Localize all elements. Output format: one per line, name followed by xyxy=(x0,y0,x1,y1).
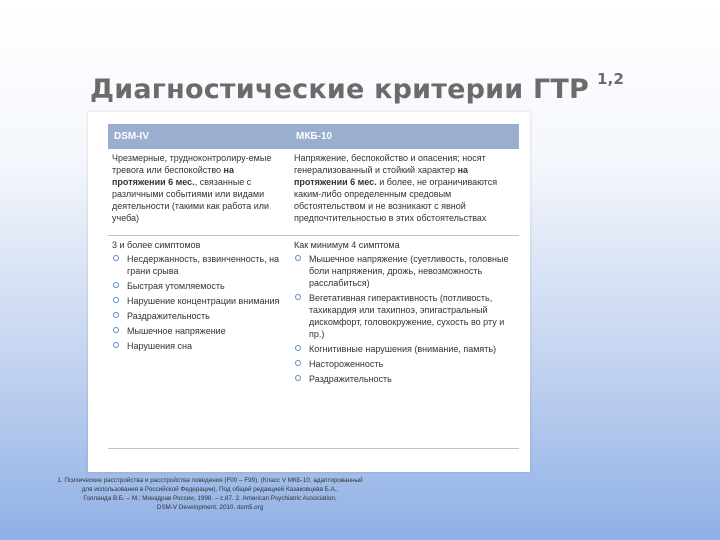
bullet-icon xyxy=(295,375,301,381)
dsm-symptoms-header: 3 и более симптомов xyxy=(112,240,201,250)
table-header-row xyxy=(108,124,519,149)
table-row xyxy=(108,149,519,236)
dsm-symptom-list xyxy=(112,253,286,352)
footnote-line: 1. Психические расстройства и расстройства поведения (F00 – F99). (Класс V МКБ-10, адаптированный xyxy=(57,477,363,484)
list-item-text: Быстрая утомляемость xyxy=(127,281,225,291)
icd-duration-text: Напряжение, беспокойство и опасения; носят генерализованный и стойкий характер xyxy=(294,153,486,175)
list-item xyxy=(294,358,515,370)
list-item-text: Нарушения сна xyxy=(127,341,192,351)
list-item xyxy=(112,325,286,337)
footnote-line: для использования в Российской Федерации). Под общей редакцией Казаковцева Б.А., xyxy=(81,486,339,493)
bullet-icon xyxy=(295,255,301,261)
criteria-table-panel xyxy=(88,112,530,472)
list-item xyxy=(112,340,286,352)
header-icd: МКБ-10 xyxy=(296,130,333,142)
list-item-text: Раздражительность xyxy=(127,311,210,321)
bullet-icon xyxy=(295,360,301,366)
bullet-icon xyxy=(113,255,119,261)
list-item-text: Настороженность xyxy=(309,359,384,369)
icd-duration-cell xyxy=(290,149,519,235)
bullet-icon xyxy=(113,297,119,303)
bullet-icon xyxy=(295,345,301,351)
bullet-icon xyxy=(295,294,301,300)
dsm-symptoms-cell xyxy=(108,236,290,448)
icd-symptoms-header: Как минимум 4 симптома xyxy=(294,240,400,250)
list-item-text: Когнитивные нарушения (внимание, память) xyxy=(309,344,497,354)
list-item-text: Нарушение концентрации внимания xyxy=(127,296,280,306)
list-item xyxy=(294,292,515,340)
slide-title xyxy=(90,70,650,114)
list-item xyxy=(294,373,515,385)
list-item xyxy=(112,280,286,292)
dsm-duration-text: Чрезмерные, трудноконтролиру-емые тревога или беспокойство xyxy=(112,153,272,175)
icd-symptoms-cell xyxy=(290,236,519,448)
bullet-icon xyxy=(113,327,119,333)
list-item-text: Мышечное напряжение (суетливость, головные боли напряжения, дрожь, невозможность расслабиться) xyxy=(309,254,509,288)
list-item xyxy=(112,295,286,307)
list-item xyxy=(112,253,286,277)
list-item-text: Раздражительность xyxy=(309,374,392,384)
icd-duration-bold: на протяжении 6 мес. xyxy=(294,165,469,187)
dsm-duration-text-end: , связанные с различными событиями или видами деятельности (такими как работа или учеба) xyxy=(112,177,270,223)
footnote-line: DSM-V Development. 2010. dsm5.org xyxy=(156,504,264,511)
list-item xyxy=(294,253,515,289)
dsm-duration-bold: на протяжении 6 мес. xyxy=(112,165,234,187)
icd-symptom-list xyxy=(294,253,515,385)
slide-title-text: Диагностические критерии ГТР xyxy=(90,74,589,105)
bullet-icon xyxy=(113,312,119,318)
list-item-text: Несдержанность, взвинченность, на грани срыва xyxy=(127,254,280,276)
dsm-duration-cell xyxy=(108,149,290,235)
title-superscript: 1,2 xyxy=(596,70,625,88)
footnote-line: Голланда В.Б. – М.: Минздрав России, 1998. – с.87. 2. American Psychiatric Association. xyxy=(83,495,337,502)
header-dsm: DSM-IV xyxy=(114,130,149,142)
list-item xyxy=(294,343,515,355)
list-item xyxy=(112,310,286,322)
list-item-text: Вегетативная гиперактивность (потливость, тахикардия или тахипноэ, эпигастральный дискомфорт, головокружение, сухость во рту и пр.) xyxy=(309,293,505,339)
icd-duration-text-end: и более, не ограничиваются каким-либо определенным средовым обстоятельством и не возникают с явной предпочтительностью в этих обстоятельствах xyxy=(294,177,498,223)
criteria-table xyxy=(108,124,519,454)
table-row xyxy=(108,236,519,449)
list-item-text: Мышечное напряжение xyxy=(127,326,226,336)
bullet-icon xyxy=(113,282,119,288)
bullet-icon xyxy=(113,342,119,348)
footnote xyxy=(40,476,380,512)
